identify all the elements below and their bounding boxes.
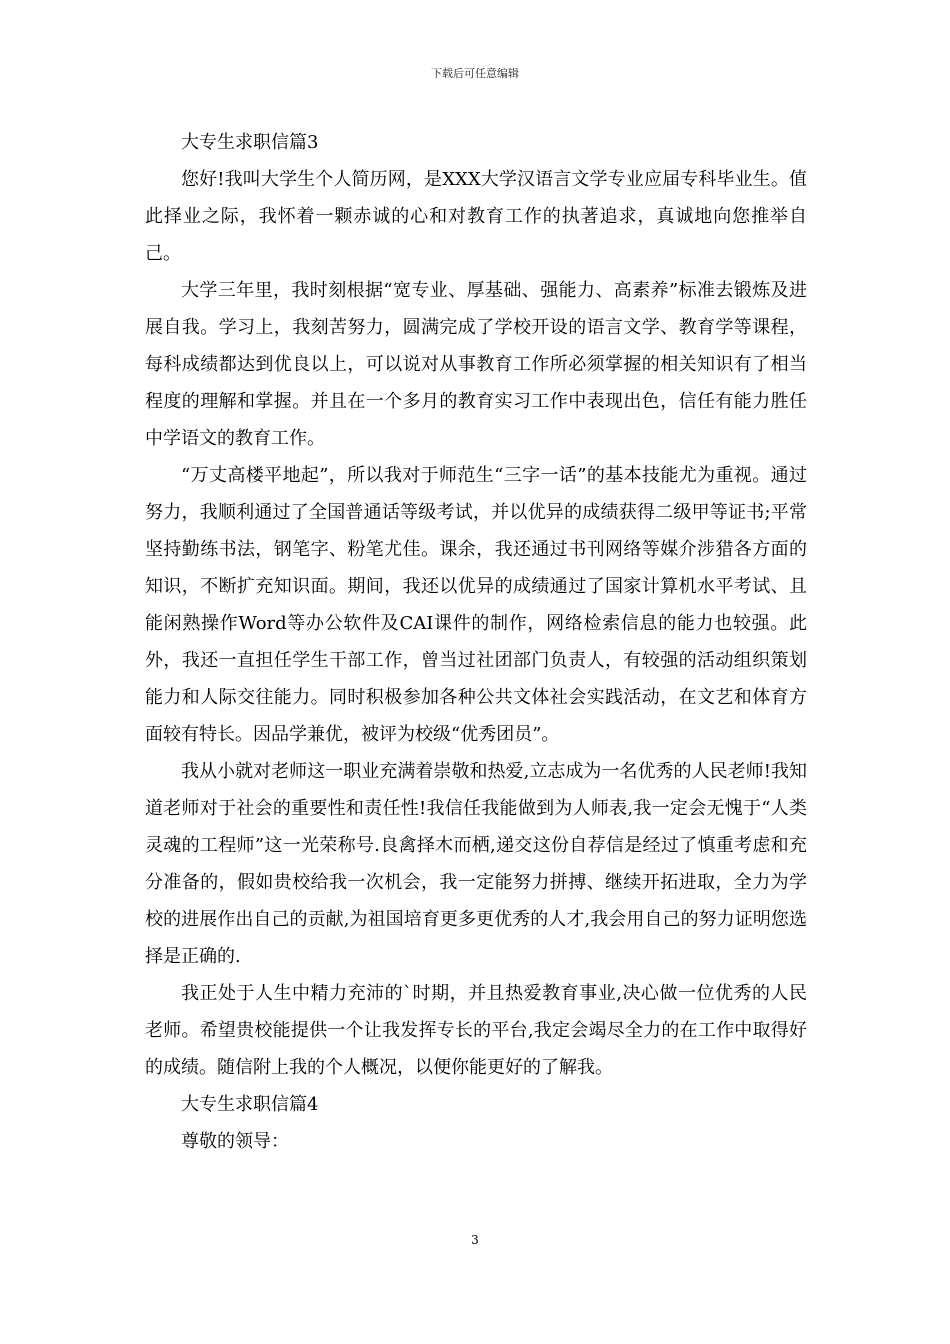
section-title-4: 大专生求职信篇4 [181, 1094, 319, 1115]
document-body [145, 124, 807, 1160]
paragraph-1: 您好!我叫大学生个人简历网，是XXX大学汉语言文学专业应届专科毕业生。值此择业之际，我怀着一颗赤诚的心和对教育工作的执著追求，真诚地向您推举自己。 [145, 169, 807, 264]
section-title-3: 大专生求职信篇3 [181, 132, 319, 153]
page-header-note: 下载后可任意编辑 [431, 67, 519, 80]
paragraph-2: 大学三年里，我时刻根据“宽专业、厚基础、强能力、高素养”标准去锻炼及进展自我。学习上，我刻苦努力，圆满完成了学校开设的语言文学、教育学等课程，每科成绩都达到优良以上，可以说对从事教育工作所必须掌握的相关知识有了相当程度的理解和掌握。并且在一个多月的教育实习工作中表现出色，信任有能力胜任中学语文的教育工作。 [145, 280, 807, 449]
page-number: 3 [471, 1233, 479, 1247]
salutation: 尊敬的领导： [181, 1131, 289, 1152]
paragraph-5: 我正处于人生中精力充沛的`时期，并且热爱教育事业,决心做一位优秀的人民老师。希望贵校能提供一个让我发挥专长的平台,我定会竭尽全力的在工作中取得好的成绩。随信附上我的个人概况，以便你能更好的了解我。 [145, 983, 807, 1078]
paragraph-4: 我从小就对老师这一职业充满着崇敬和热爱,立志成为一名优秀的人民老师!我知道老师对于社会的重要性和责任性!我信任我能做到为人师表,我一定会无愧于“人类灵魂的工程师”这一光荣称号.良禽择木而栖,递交这份自荐信是经过了慎重考虑和充分准备的，假如贵校给我一次机会，我一定能努力拼搏、继续开拓进取，全力为学校的进展作出自己的贡献,为祖国培育更多更优秀的人才,我会用自己的努力证明您选择是正确的. [145, 761, 807, 967]
paragraph-3: “万丈高楼平地起”，所以我对于师范生“三字一话”的基本技能尤为重视。通过努力，我顺利通过了全国普通话等级考试，并以优异的成绩获得二级甲等证书;平常坚持勤练书法，钢笔字、粉笔尤佳。课余，我还通过书刊网络等媒介涉猎各方面的知识，不断扩充知识面。期间，我还以优异的成绩通过了国家计算机水平考试、且能闲熟操作Word等办公软件及CAI课件的制作，网络检索信息的能力也较强。此外，我还一直担任学生干部工作，曾当过社团部门负责人，有较强的活动组织策划能力和人际交往能力。同时积极参加各种公共文体社会实践活动，在文艺和体育方面较有特长。因品学兼优，被评为校级“优秀团员”。 [145, 465, 807, 745]
